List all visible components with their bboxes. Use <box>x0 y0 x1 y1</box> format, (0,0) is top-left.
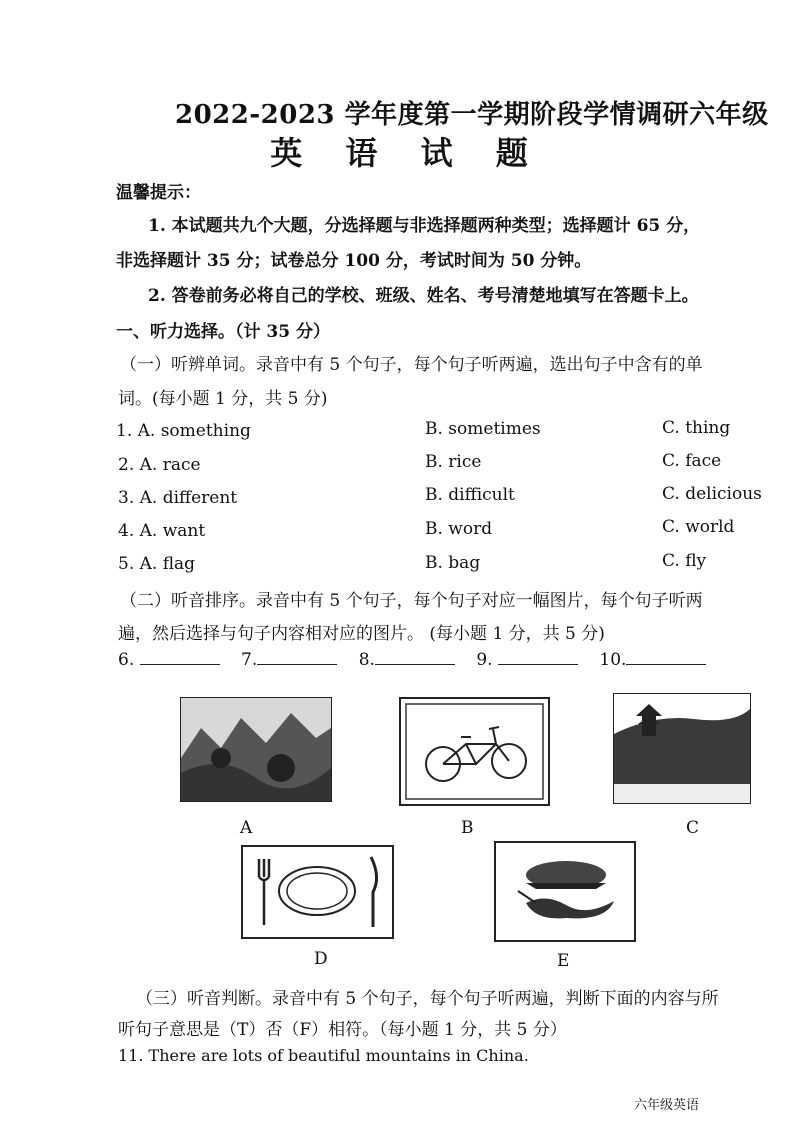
picture-d-label: D <box>314 949 328 969</box>
plate-fork-knife-icon <box>243 847 392 937</box>
q4-option-a: 4. A. want <box>118 521 206 541</box>
part2-instruction-line1: （二）听音排序。录音中有 5 个句子，每个句子对应一幅图片，每个句子听两 <box>120 591 703 611</box>
part3-instruction-line2: 听句子意思是（T）否（F）相符。（每小题 1 分，共 5 分） <box>118 1020 567 1040</box>
q4-option-b: B. word <box>425 519 493 539</box>
q2-option-c: C. face <box>662 451 722 471</box>
picture-d <box>241 845 394 939</box>
tips-item2: 2. 答卷前务必将自己的学校、班级、姓名、考号清楚地填写在答题卡上。 <box>148 286 699 306</box>
exam-title: 2022-2023 学年度第一学期阶段学情调研六年级 <box>175 100 769 130</box>
q2-option-b: B. rice <box>425 452 482 472</box>
blank-8[interactable]: 8. <box>359 650 455 670</box>
part2-instruction-line2: 遍，然后选择与句子内容相对应的图片。 (每小题 1 分，共 5 分) <box>118 624 605 644</box>
blank-6[interactable]: 6. <box>118 650 220 670</box>
part1-instruction-line1: （一）听辨单词。录音中有 5 个句子，每个句子听两遍，选出句子中含有的单 <box>120 355 703 375</box>
q3-option-a: 3. A. different <box>118 488 238 508</box>
section1-heading: 一、听力选择。（计 35 分） <box>116 322 330 342</box>
part3-instruction-line1: （三）听音判断。录音中有 5 个句子，每个句子听两遍，判断下面的内容与所 <box>136 989 719 1009</box>
temple-on-hill-icon <box>614 694 750 803</box>
mountain-scene-icon <box>181 698 331 801</box>
picture-b-label: B <box>461 818 474 838</box>
tips-item1-line2: 非选择题计 35 分；试卷总分 100 分，考试时间为 50 分钟。 <box>116 251 592 271</box>
blank-7[interactable]: 7. <box>241 650 337 670</box>
picture-c-label: C <box>686 818 700 838</box>
q5-option-c: C. fly <box>662 551 707 571</box>
tips-heading: 温馨提示： <box>116 183 201 203</box>
q2-option-a: 2. A. race <box>118 455 201 475</box>
picture-c <box>613 693 751 804</box>
answer-blanks <box>118 650 722 670</box>
dumplings-icon <box>496 843 634 940</box>
q1-option-a: 1. A. something <box>116 421 251 441</box>
bicycle-icon <box>401 699 548 804</box>
blank-line <box>257 650 337 665</box>
q1-option-b: B. sometimes <box>425 419 541 439</box>
blank-line <box>626 650 706 665</box>
picture-b <box>399 697 550 806</box>
blank-line <box>375 650 455 665</box>
picture-e-label: E <box>557 951 570 971</box>
picture-a-label: A <box>240 818 253 838</box>
footer-label: 六年级英语 <box>634 1098 700 1113</box>
q5-option-b: B. bag <box>425 553 481 573</box>
blank-10[interactable]: 10. <box>599 650 706 670</box>
q3-option-c: C. delicious <box>662 484 762 504</box>
exam-subtitle: 英 语 试 题 <box>270 134 544 172</box>
picture-a <box>180 697 332 802</box>
blank-line <box>140 650 220 665</box>
q4-option-c: C. world <box>662 517 735 537</box>
tips-item1-line1: 1. 本试题共九个大题，分选择题与非选择题两种类型；选择题计 65 分， <box>148 216 701 236</box>
picture-e <box>494 841 636 942</box>
blank-line <box>498 650 578 665</box>
question-11: 11. There are lots of beautiful mountains in China. <box>118 1046 529 1065</box>
q3-option-b: B. difficult <box>425 485 515 505</box>
part1-instruction-line2: 词。(每小题 1 分，共 5 分) <box>118 389 328 409</box>
q1-option-c: C. thing <box>662 418 731 438</box>
blank-9[interactable]: 9. <box>476 650 578 670</box>
q5-option-a: 5. A. flag <box>118 554 196 574</box>
